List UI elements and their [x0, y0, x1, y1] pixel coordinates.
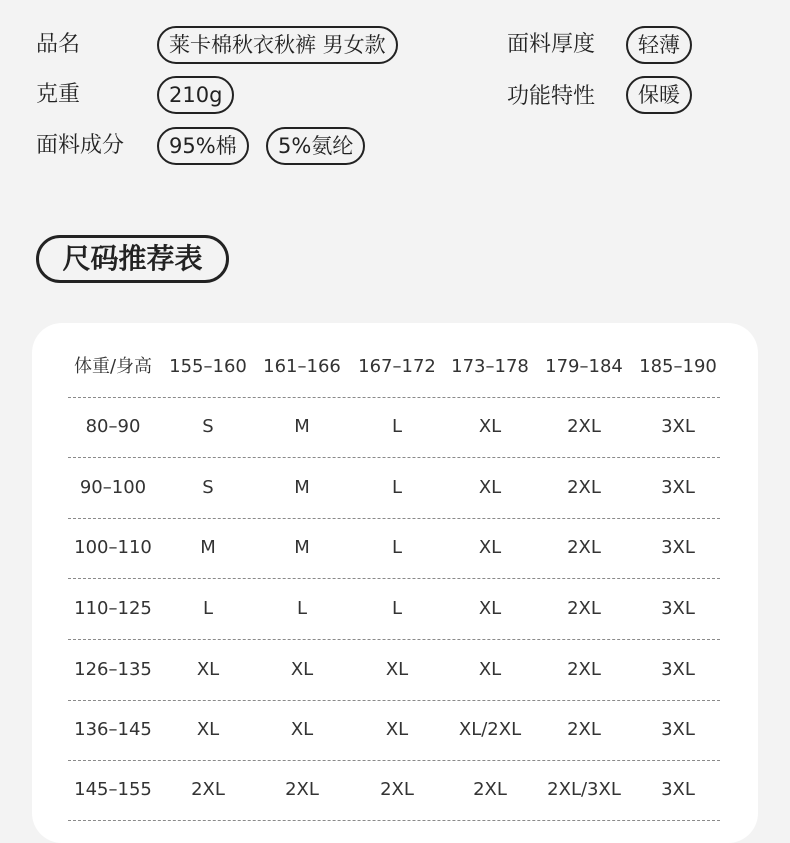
- table-row: [68, 518, 720, 579]
- size-cell: XL: [478, 416, 502, 437]
- size-cell: 2XL: [380, 779, 414, 800]
- weight-range-cell: 145–155: [74, 779, 152, 800]
- size-cell: L: [296, 598, 308, 619]
- size-cell: 3XL: [661, 719, 695, 740]
- size-cell: L: [391, 416, 403, 437]
- size-cell: XL: [385, 659, 409, 680]
- size-cell: XL: [196, 719, 220, 740]
- size-cell: M: [200, 537, 216, 558]
- size-cell: 2XL: [285, 779, 319, 800]
- size-cell: L: [391, 537, 403, 558]
- weight-range-cell: 126–135: [74, 659, 152, 680]
- attr-value-thickness: 轻薄: [626, 26, 692, 64]
- size-cell: L: [202, 598, 214, 619]
- table-header-row: [68, 337, 720, 398]
- table-header-cell: 167–172: [358, 356, 436, 377]
- size-cell: XL: [478, 598, 502, 619]
- table-row: [68, 397, 720, 458]
- size-cell: XL: [385, 719, 409, 740]
- weight-range-cell: 136–145: [74, 719, 152, 740]
- weight-range-cell: 100–110: [74, 537, 152, 558]
- weight-range-cell: 90–100: [79, 477, 147, 498]
- size-cell: L: [391, 598, 403, 619]
- size-cell: 3XL: [661, 598, 695, 619]
- size-cell: 2XL: [473, 779, 507, 800]
- table-row: [68, 760, 720, 821]
- attr-value-name: 莱卡棉秋衣秋裤 男女款: [157, 26, 398, 64]
- weight-range-cell: 110–125: [74, 598, 152, 619]
- size-cell: 3XL: [661, 779, 695, 800]
- size-cell: M: [294, 416, 310, 437]
- size-cell: XL/2XL: [458, 719, 522, 740]
- size-cell: 2XL: [567, 537, 601, 558]
- size-cell: M: [294, 477, 310, 498]
- attr-value-cotton: 95%棉: [157, 127, 249, 165]
- size-cell: XL: [290, 659, 314, 680]
- size-cell: 3XL: [661, 477, 695, 498]
- attr-label-weight: 克重: [36, 82, 81, 107]
- size-cell: 2XL: [191, 779, 225, 800]
- table-header-cell: 173–178: [451, 356, 529, 377]
- size-cell: 3XL: [661, 659, 695, 680]
- table-row: [68, 700, 720, 761]
- table-row: [68, 579, 720, 640]
- size-cell: 2XL: [567, 416, 601, 437]
- attr-label-function: 功能特性: [507, 84, 596, 109]
- table-row: [68, 640, 720, 701]
- size-cell: XL: [478, 477, 502, 498]
- size-cell: 2XL/3XL: [547, 779, 621, 800]
- size-cell: XL: [290, 719, 314, 740]
- size-cell: S: [202, 477, 214, 498]
- table-header-cell: 体重/身高: [73, 356, 153, 377]
- size-cell: 3XL: [661, 416, 695, 437]
- size-cell: 2XL: [567, 598, 601, 619]
- attr-label-thickness: 面料厚度: [507, 32, 596, 57]
- table-header-cell: 155–160: [169, 356, 247, 377]
- size-cell: 2XL: [567, 659, 601, 680]
- table-header-cell: 185–190: [639, 356, 717, 377]
- attr-label-name: 品名: [36, 32, 81, 57]
- size-cell: XL: [196, 659, 220, 680]
- weight-range-cell: 80–90: [85, 416, 141, 437]
- size-cell: 2XL: [567, 719, 601, 740]
- table-header-cell: 161–166: [263, 356, 341, 377]
- size-cell: 2XL: [567, 477, 601, 498]
- size-cell: L: [391, 477, 403, 498]
- attr-label-composition: 面料成分: [36, 133, 125, 158]
- table-header-cell: 179–184: [545, 356, 623, 377]
- attr-value-spandex: 5%氨纶: [266, 127, 365, 165]
- table-row: [68, 458, 720, 519]
- section-title: 尺码推荐表: [36, 235, 229, 283]
- size-cell: XL: [478, 659, 502, 680]
- size-cell: XL: [478, 537, 502, 558]
- size-cell: 3XL: [661, 537, 695, 558]
- size-cell: M: [294, 537, 310, 558]
- attr-value-function: 保暖: [626, 76, 692, 114]
- size-cell: S: [202, 416, 214, 437]
- attr-value-weight: 210g: [157, 76, 234, 114]
